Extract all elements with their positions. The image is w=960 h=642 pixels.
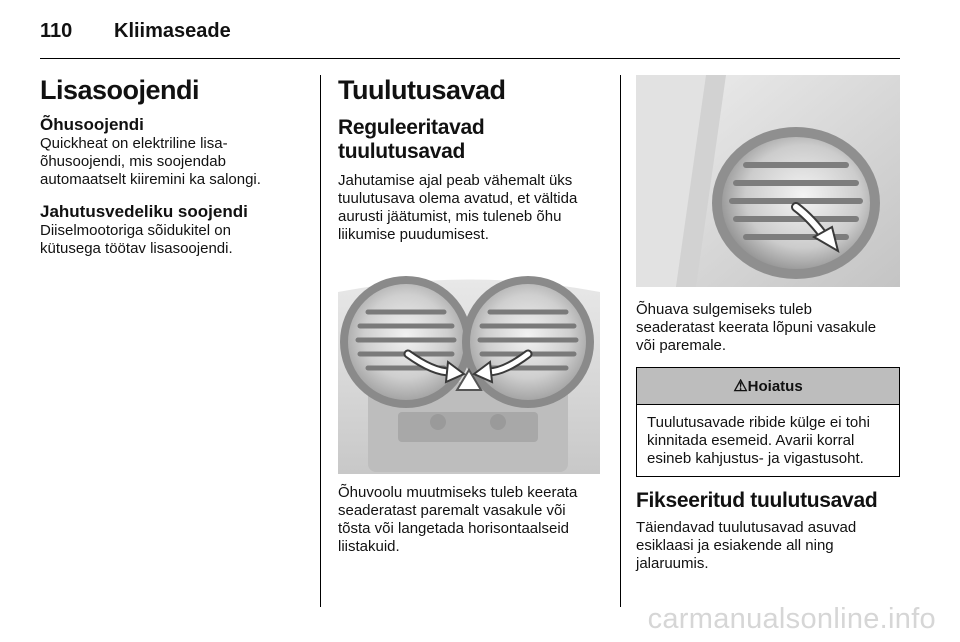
subheading-reguleeritavad: Reguleeritavad tuulutusavad (338, 116, 485, 163)
page-number: 110 (40, 20, 73, 42)
page-header (40, 20, 231, 43)
column-divider (320, 75, 321, 607)
paragraph-fikseeritud: Täiendavad tuulutusavad asuvad esiklaasi ja esiakende all ning jalaruumis. (636, 519, 857, 572)
side-vent-illustration (636, 75, 900, 287)
column-divider (620, 75, 621, 607)
watermark: carmanualsonline.info (647, 603, 936, 635)
paragraph-jahutusvedeliku: Diiselmootoriga sõidukitel on kütusega töötav lisasoojendi. (40, 222, 233, 257)
column-3 (636, 75, 900, 573)
warning-header (637, 368, 899, 405)
paragraph-ohusoojendi: Quickheat on elektriline lisa- õhusoojendi, mis soojendab automaatselt kiiremini ka salongi. (40, 135, 261, 188)
heading-lisasoojendi: Lisasoojendi (40, 75, 200, 105)
header-rule (40, 58, 900, 59)
paragraph-ohuava: Õhuava sulgemiseks tuleb seaderatast keerata lõpuni vasakule või paremale. (636, 301, 877, 354)
warning-triangle-icon: ⚠ (733, 378, 748, 395)
subheading-jahutusvedeliku: Jahutusvedeliku soojendi (40, 202, 248, 221)
warning-title: Hoiatus (747, 378, 803, 395)
subheading-ohusoojendi: Õhusoojendi (40, 115, 144, 134)
warning-box (636, 367, 900, 477)
paragraph-reguleeritavad: Jahutamise ajal peab vähemalt üks tuulutusava olema avatud, et vältida aurusti jäätumist, mis tuleneb õhu liikumise puudumisest. (338, 172, 578, 243)
column-2 (338, 75, 600, 556)
column-1 (40, 75, 310, 258)
warning-text: Tuulutusavade ribide külge ei tohi kinnitada esemeid. Avarii korral esineb kahjustus- ja vigastusoht. (647, 414, 870, 467)
paragraph-ohuvoolu: Õhuvoolu muutmiseks tuleb keerata seaderatast paremalt vasakule või tõsta või langetada horisontaalseid liistakuid. (338, 484, 578, 555)
section-title: Kliimaseade (114, 20, 231, 42)
dashboard-vents-illustration (338, 262, 600, 474)
heading-tuulutusavad: Tuulutusavad (338, 75, 506, 105)
subheading-fikseeritud: Fikseeritud tuulutusavad (636, 489, 878, 512)
